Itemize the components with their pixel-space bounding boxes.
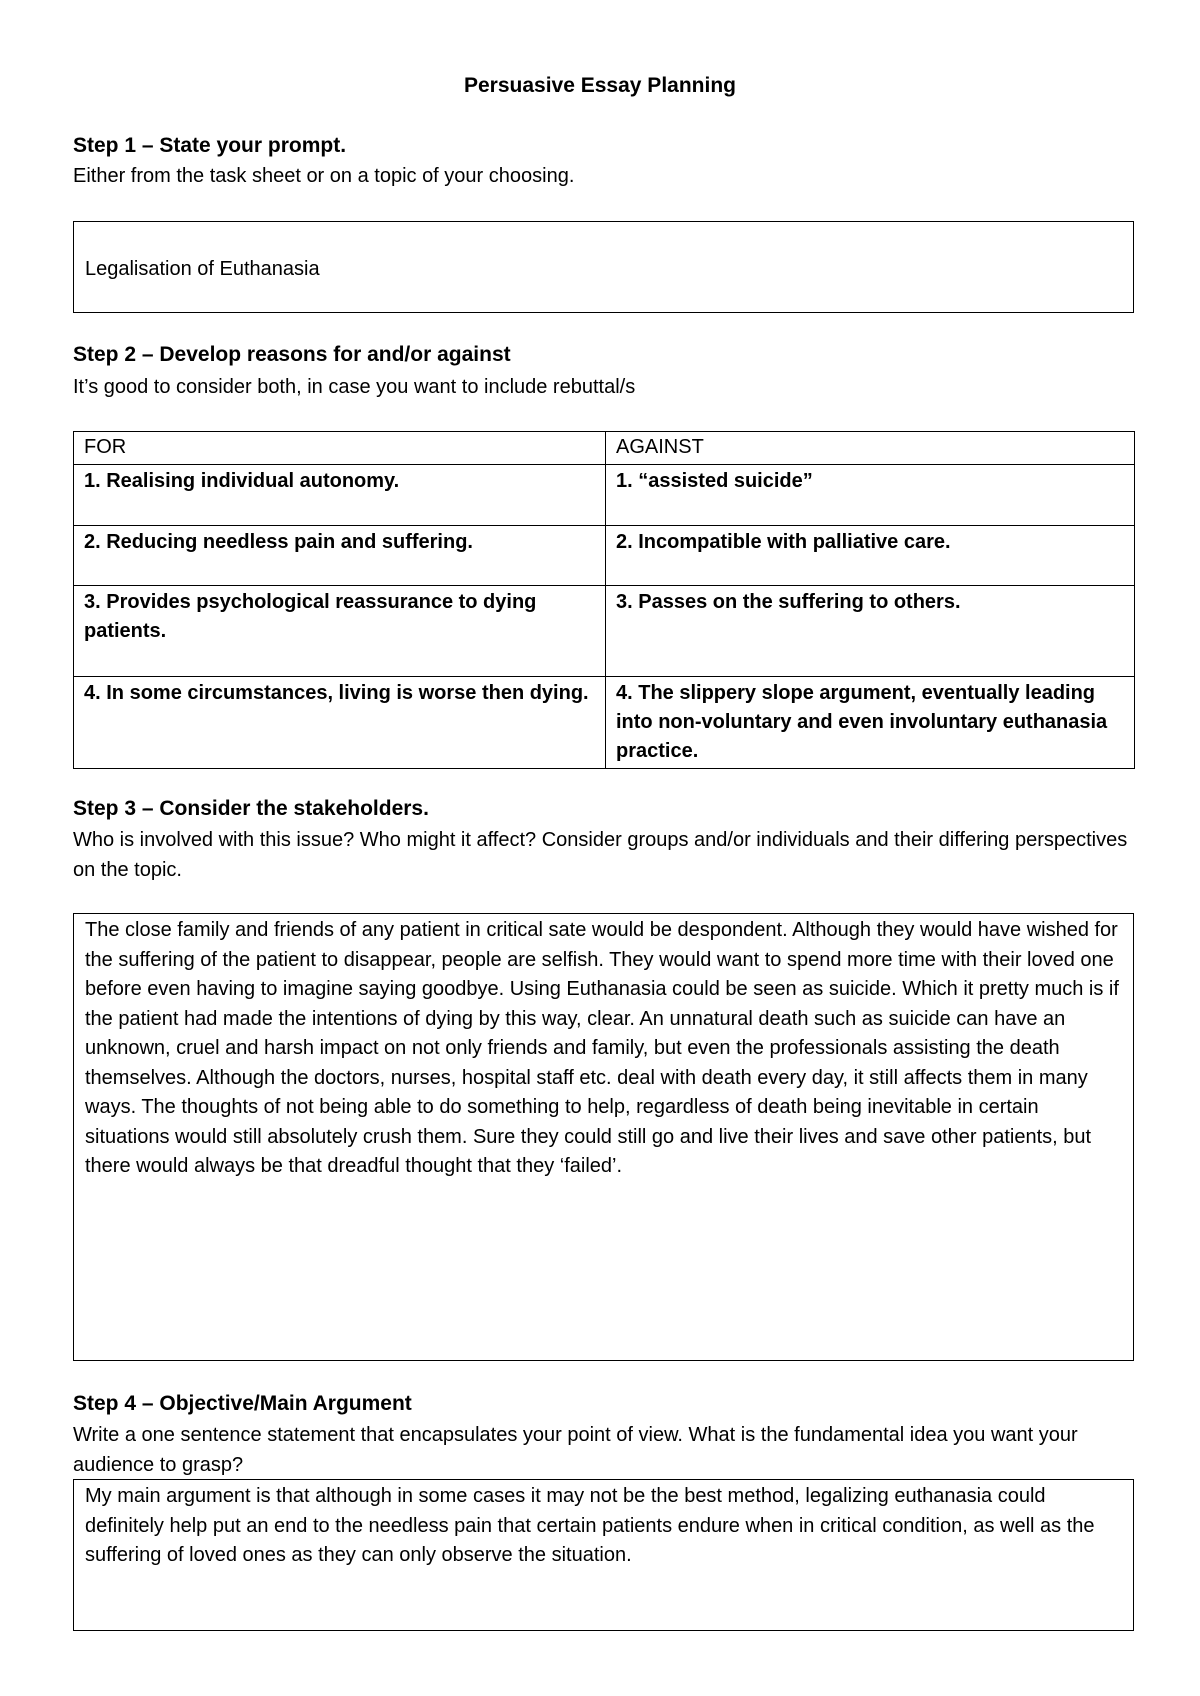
step4-instruction: Write a one sentence statement that encapsulates your point of view. What is the fundamental idea you want your audience to grasp?: [73, 1424, 1078, 1476]
step2-instruction: It’s good to consider both, in case you want to include rebuttal/s: [73, 376, 636, 398]
against-reason-4[interactable]: 4. The slippery slope argument, eventually leading into non-voluntary and even involuntary euthanasia practice.: [606, 677, 1135, 769]
for-reason-2[interactable]: 2. Reducing needless pain and suffering.: [74, 526, 606, 586]
table-row: [74, 465, 1135, 526]
step3-answer-box[interactable]: [73, 913, 1134, 1361]
for-reason-1[interactable]: 1. Realising individual autonomy.: [74, 465, 606, 526]
page-title: Persuasive Essay Planning: [464, 74, 736, 97]
step2-heading: Step 2 – Develop reasons for and/or against: [73, 343, 511, 366]
step1-instruction: Either from the task sheet or on a topic of your choosing.: [73, 165, 575, 187]
for-reason-3[interactable]: 3. Provides psychological reassurance to dying patients.: [74, 586, 606, 677]
reasons-table: [73, 431, 1135, 769]
for-reason-4[interactable]: 4. In some circumstances, living is worse then dying.: [74, 677, 606, 769]
against-reason-1[interactable]: 1. “assisted suicide”: [606, 465, 1135, 526]
step3-answer-text: The close family and friends of any patient in critical sate would be despondent. Although they would have wished for the suffering of the patient to disappear, people are selfish. They would want to spend more time with their loved one before even having to imagine saying goodbye. Using Euthanasia could be seen as suicide. Which it pretty much is if the patient had made the intentions of dying by this way, clear. An unnatural death such as suicide can have an unknown, cruel and harsh impact on not only friends and family, but even the professionals assisting the death themselves. Although the doctors, nurses, hospital staff etc. deal with death every day, it still affects them in many ways. The thoughts of not being able to do something to help, regardless of death being inevitable in certain situations would still absolutely crush them. Sure they could still go and live their lives and save other patients, but there would always be that dreadful thought that they ‘failed’.: [85, 919, 1119, 1177]
reasons-table-header: [74, 432, 1135, 465]
step1-heading: Step 1 – State your prompt.: [73, 134, 347, 157]
step3-heading: Step 3 – Consider the stakeholders.: [73, 797, 429, 820]
step4-heading: Step 4 – Objective/Main Argument: [73, 1392, 412, 1415]
table-row: [74, 677, 1135, 769]
step4-answer-text: My main argument is that although in some cases it may not be the best method, legalizing euthanasia could definitely help put an end to the needless pain that certain patients endure when in critical condition, as well as the suffering of loved ones as they can only observe the situation.: [85, 1485, 1095, 1566]
step1-answer-box[interactable]: [73, 221, 1134, 313]
table-row: [74, 586, 1135, 677]
step1-answer-text: Legalisation of Euthanasia: [85, 258, 320, 280]
table-row: [74, 526, 1135, 586]
against-reason-3[interactable]: 3. Passes on the suffering to others.: [606, 586, 1135, 677]
for-column-header: FOR: [74, 432, 606, 465]
against-reason-2[interactable]: 2. Incompatible with palliative care.: [606, 526, 1135, 586]
step4-answer-box[interactable]: [73, 1479, 1134, 1631]
against-column-header: AGAINST: [606, 432, 1135, 465]
step3-instruction: Who is involved with this issue? Who might it affect? Consider groups and/or individuals and their differing perspectives on the topic.: [73, 829, 1128, 881]
